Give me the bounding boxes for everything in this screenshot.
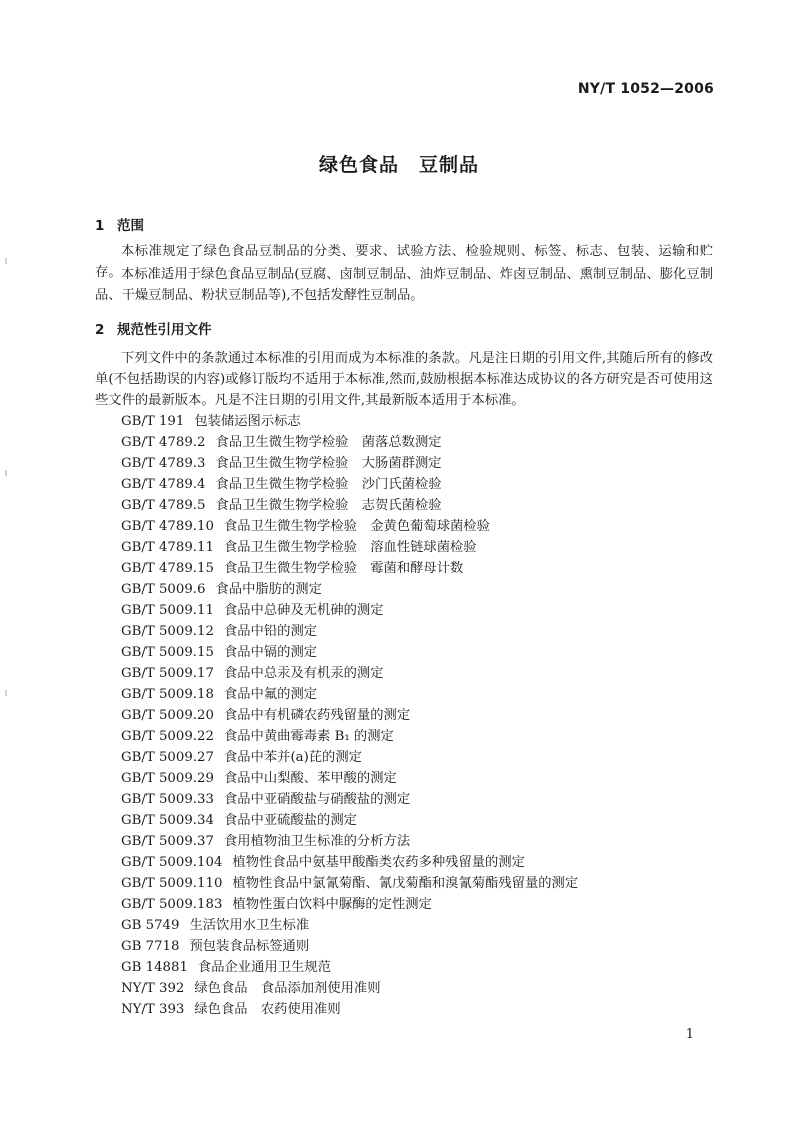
reference-item: [121, 999, 721, 1020]
reference-code: NY/T 393: [121, 1002, 185, 1017]
reference-name: 植物性食品中氨基甲酸酯类农药多种残留量的测定: [232, 855, 525, 870]
page-number: 1: [685, 1027, 694, 1042]
reference-item: [121, 474, 721, 495]
reference-code: GB/T 4789.5: [121, 498, 206, 513]
scan-margin-mark: [5, 258, 7, 264]
reference-item: [121, 663, 721, 684]
reference-item: [121, 453, 721, 474]
reference-item: [121, 432, 721, 453]
reference-name: 食品中亚硝酸盐与硝酸盐的测定: [223, 792, 411, 807]
reference-name: 食品中铅的测定: [223, 624, 318, 639]
reference-item: [121, 936, 721, 957]
reference-item: [121, 894, 721, 915]
reference-code: NY/T 392: [121, 981, 185, 996]
reference-name: 绿色食品 食品添加剂使用准则: [194, 981, 381, 996]
reference-code: GB/T 5009.17: [121, 666, 214, 681]
reference-name: 食品中山梨酸、苯甲酸的测定: [223, 771, 397, 786]
reference-name: 食用植物油卫生标准的分析方法: [223, 834, 411, 849]
reference-item: [121, 789, 721, 810]
reference-name: 植物性蛋白饮料中脲酶的定性测定: [232, 897, 432, 912]
reference-code: GB/T 4789.15: [121, 561, 214, 576]
reference-name: 预包装食品标签通则: [189, 939, 310, 954]
reference-name: 食品中有机磷农药残留量的测定: [223, 708, 411, 723]
reference-name: 食品卫生微生物学检验 沙门氏菌检验: [215, 477, 442, 492]
reference-name: 食品中黄曲霉毒素 B₁ 的测定: [223, 729, 394, 744]
reference-code: GB/T 5009.110: [121, 876, 223, 891]
section-2-heading: [95, 318, 212, 338]
reference-name: 食品中镉的测定: [223, 645, 318, 660]
reference-item: [121, 684, 721, 705]
scan-margin-mark: [5, 470, 7, 476]
reference-name: 植物性食品中氯氰菊酯、氰戊菊酯和溴氰菊酯残留量的测定: [232, 876, 579, 891]
section-1-paragraph-2: 本标准适用于绿色食品豆制品(豆腐、卤制豆制品、油炸豆制品、炸卤豆制品、熏制豆制品、膨化豆制品、干燥豆制品、粉状豆制品等),不包括发酵性豆制品。: [95, 267, 713, 303]
reference-name: 食品企业通用卫生规范: [197, 960, 331, 975]
reference-name: 食品中氟的测定: [223, 687, 318, 702]
reference-code: GB 5749: [121, 918, 180, 933]
reference-code: GB/T 5009.15: [121, 645, 214, 660]
reference-code: GB/T 5009.12: [121, 624, 214, 639]
reference-name: 食品中苯并(a)芘的测定: [223, 750, 362, 765]
reference-code: GB/T 5009.20: [121, 708, 214, 723]
reference-name: 食品中总汞及有机汞的测定: [223, 666, 384, 681]
reference-name: 生活饮用水卫生标准: [189, 918, 310, 933]
reference-item: [121, 768, 721, 789]
document-title: 绿色食品 豆制品: [318, 154, 479, 176]
reference-item: [121, 978, 721, 999]
reference-name: 食品卫生微生物学检验 菌落总数测定: [215, 435, 442, 450]
reference-name: 食品中总砷及无机砷的测定: [223, 603, 384, 618]
reference-name: 食品卫生微生物学检验 大肠菌群测定: [215, 456, 442, 471]
reference-code: GB/T 5009.104: [121, 855, 223, 870]
scan-margin-mark: [5, 690, 7, 696]
standard-number: NY/T 1052—2006: [577, 81, 714, 97]
reference-code: GB/T 4789.3: [121, 456, 206, 471]
section-1-heading: [95, 214, 144, 234]
reference-item: [121, 600, 721, 621]
reference-code: GB/T 4789.4: [121, 477, 206, 492]
reference-item: [121, 810, 721, 831]
reference-name: 食品卫生微生物学检验 霉菌和酵母计数: [223, 561, 464, 576]
reference-item: [121, 537, 721, 558]
reference-code: GB/T 5009.6: [121, 582, 206, 597]
section-2-title: 规范性引用文件: [117, 322, 212, 338]
reference-item: [121, 726, 721, 747]
reference-name: 包装储运图示标志: [194, 414, 301, 429]
reference-name: 食品卫生微生物学检验 金黄色葡萄球菌检验: [223, 519, 490, 534]
reference-code: GB/T 4789.2: [121, 435, 206, 450]
section-1-title: 范围: [117, 218, 144, 234]
reference-item: [121, 957, 721, 978]
reference-code: GB/T 5009.27: [121, 750, 214, 765]
reference-code: GB/T 5009.183: [121, 897, 223, 912]
reference-code: GB 7718: [121, 939, 180, 954]
reference-name: 食品中亚硫酸盐的测定: [223, 813, 357, 828]
reference-item: [121, 852, 721, 873]
reference-code: GB/T 191: [121, 414, 185, 429]
section-2-intro: 下列文件中的条款通过本标准的引用而成为本标准的条款。凡是注日期的引用文件,其随后所有的修改单(不包括勘误的内容)或修订版均不适用于本标准,然而,鼓励根据本标准达成协议的各方研究是否可使用这些文件的最新版本。凡是不注日期的引用文件,其最新版本适用于本标准。: [95, 351, 713, 408]
reference-code: GB/T 5009.29: [121, 771, 214, 786]
reference-item: [121, 495, 721, 516]
reference-item: [121, 915, 721, 936]
reference-list: [121, 411, 721, 1020]
reference-code: GB/T 5009.33: [121, 792, 214, 807]
reference-item: [121, 516, 721, 537]
reference-name: 食品中脂肪的测定: [215, 582, 322, 597]
reference-code: GB/T 5009.37: [121, 834, 214, 849]
reference-name: 食品卫生微生物学检验 志贺氏菌检验: [215, 498, 442, 513]
section-1-paragraph-1: 本标准规定了绿色食品豆制品的分类、要求、试验方法、检验规则、标签、标志、包装、运输和贮存。: [95, 244, 713, 280]
reference-item: [121, 831, 721, 852]
reference-code: GB/T 4789.10: [121, 519, 214, 534]
reference-code: GB/T 5009.22: [121, 729, 214, 744]
reference-item: [121, 642, 721, 663]
reference-name: 食品卫生微生物学检验 溶血性链球菌检验: [223, 540, 477, 555]
reference-item: [121, 873, 721, 894]
reference-item: [121, 579, 721, 600]
reference-code: GB/T 5009.11: [121, 603, 214, 618]
section-1-number: 1: [95, 218, 105, 234]
reference-code: GB/T 5009.34: [121, 813, 214, 828]
reference-item: [121, 621, 721, 642]
reference-code: GB/T 5009.18: [121, 687, 214, 702]
reference-item: [121, 705, 721, 726]
reference-item: [121, 747, 721, 768]
reference-item: [121, 411, 721, 432]
reference-code: GB 14881: [121, 960, 188, 975]
section-2-number: 2: [95, 322, 105, 338]
reference-code: GB/T 4789.11: [121, 540, 214, 555]
reference-name: 绿色食品 农药使用准则: [194, 1002, 341, 1017]
reference-item: [121, 558, 721, 579]
